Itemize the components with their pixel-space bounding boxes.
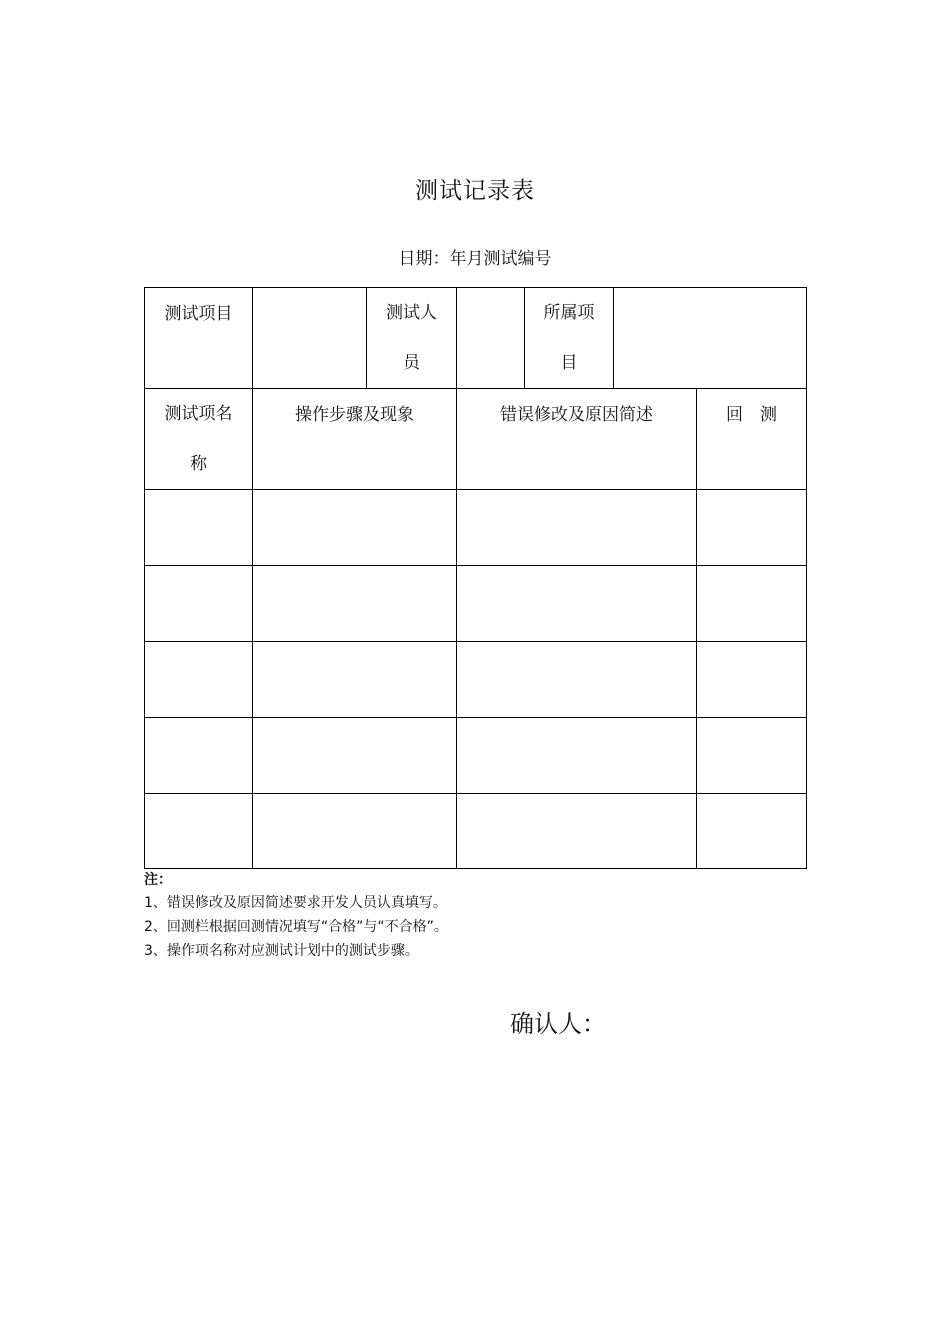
cell-retest[interactable] xyxy=(697,642,807,718)
table-row xyxy=(145,794,807,869)
cell-error-fix[interactable] xyxy=(457,490,697,566)
cell-item-name[interactable] xyxy=(145,490,253,566)
col-header-test-item-name: 测试项名称 xyxy=(164,404,233,474)
label-tester-cell xyxy=(367,288,457,389)
col-header-retest-cell xyxy=(697,389,807,490)
table-row xyxy=(145,718,807,794)
cell-steps[interactable] xyxy=(253,642,457,718)
label-test-item: 测试项目 xyxy=(164,304,233,324)
test-record-table xyxy=(144,287,807,869)
cell-error-fix[interactable] xyxy=(457,566,697,642)
cell-steps[interactable] xyxy=(253,566,457,642)
cell-retest[interactable] xyxy=(697,490,807,566)
cell-item-name[interactable] xyxy=(145,794,253,869)
label-project: 所属项目 xyxy=(543,303,595,373)
cell-item-name[interactable] xyxy=(145,718,253,794)
cell-error-fix[interactable] xyxy=(457,718,697,794)
cell-error-fix[interactable] xyxy=(457,642,697,718)
note-item: 1、错误修改及原因简述要求开发人员认真填写。 xyxy=(144,895,447,911)
header-row-project-info xyxy=(145,288,807,389)
label-project-cell xyxy=(525,288,614,389)
col-header-retest: 回 测 xyxy=(726,405,777,425)
cell-steps[interactable] xyxy=(253,718,457,794)
notes-heading: 注： xyxy=(144,872,172,888)
col-header-test-item-name-cell xyxy=(145,389,253,490)
value-tester-cell[interactable] xyxy=(457,288,525,389)
label-test-item-cell xyxy=(145,288,253,389)
cell-item-name[interactable] xyxy=(145,566,253,642)
table-row xyxy=(145,490,807,566)
col-header-steps: 操作步骤及现象 xyxy=(295,405,414,425)
cell-steps[interactable] xyxy=(253,490,457,566)
cell-retest[interactable] xyxy=(697,718,807,794)
col-header-error-fix: 错误修改及原因简述 xyxy=(500,405,653,425)
cell-steps[interactable] xyxy=(253,794,457,869)
document-title: 测试记录表 xyxy=(415,178,535,204)
table-row xyxy=(145,642,807,718)
date-and-number-line: 日期：年月测试编号 xyxy=(398,249,552,269)
header-row-columns xyxy=(145,389,807,490)
value-test-item-cell[interactable] xyxy=(253,288,367,389)
cell-item-name[interactable] xyxy=(145,642,253,718)
label-tester: 测试人员 xyxy=(386,303,437,373)
cell-retest[interactable] xyxy=(697,566,807,642)
cell-error-fix[interactable] xyxy=(457,794,697,869)
cell-retest[interactable] xyxy=(697,794,807,869)
confirmer-label: 确认人： xyxy=(510,1010,606,1038)
value-project-cell[interactable] xyxy=(614,288,807,389)
col-header-steps-cell xyxy=(253,389,457,490)
notes-section xyxy=(144,869,448,963)
note-item: 3、操作项名称对应测试计划中的测试步骤。 xyxy=(144,943,419,959)
note-item: 2、回测栏根据回测情况填写“合格”与“不合格”。 xyxy=(144,919,448,935)
table-row xyxy=(145,566,807,642)
col-header-error-fix-cell xyxy=(457,389,697,490)
